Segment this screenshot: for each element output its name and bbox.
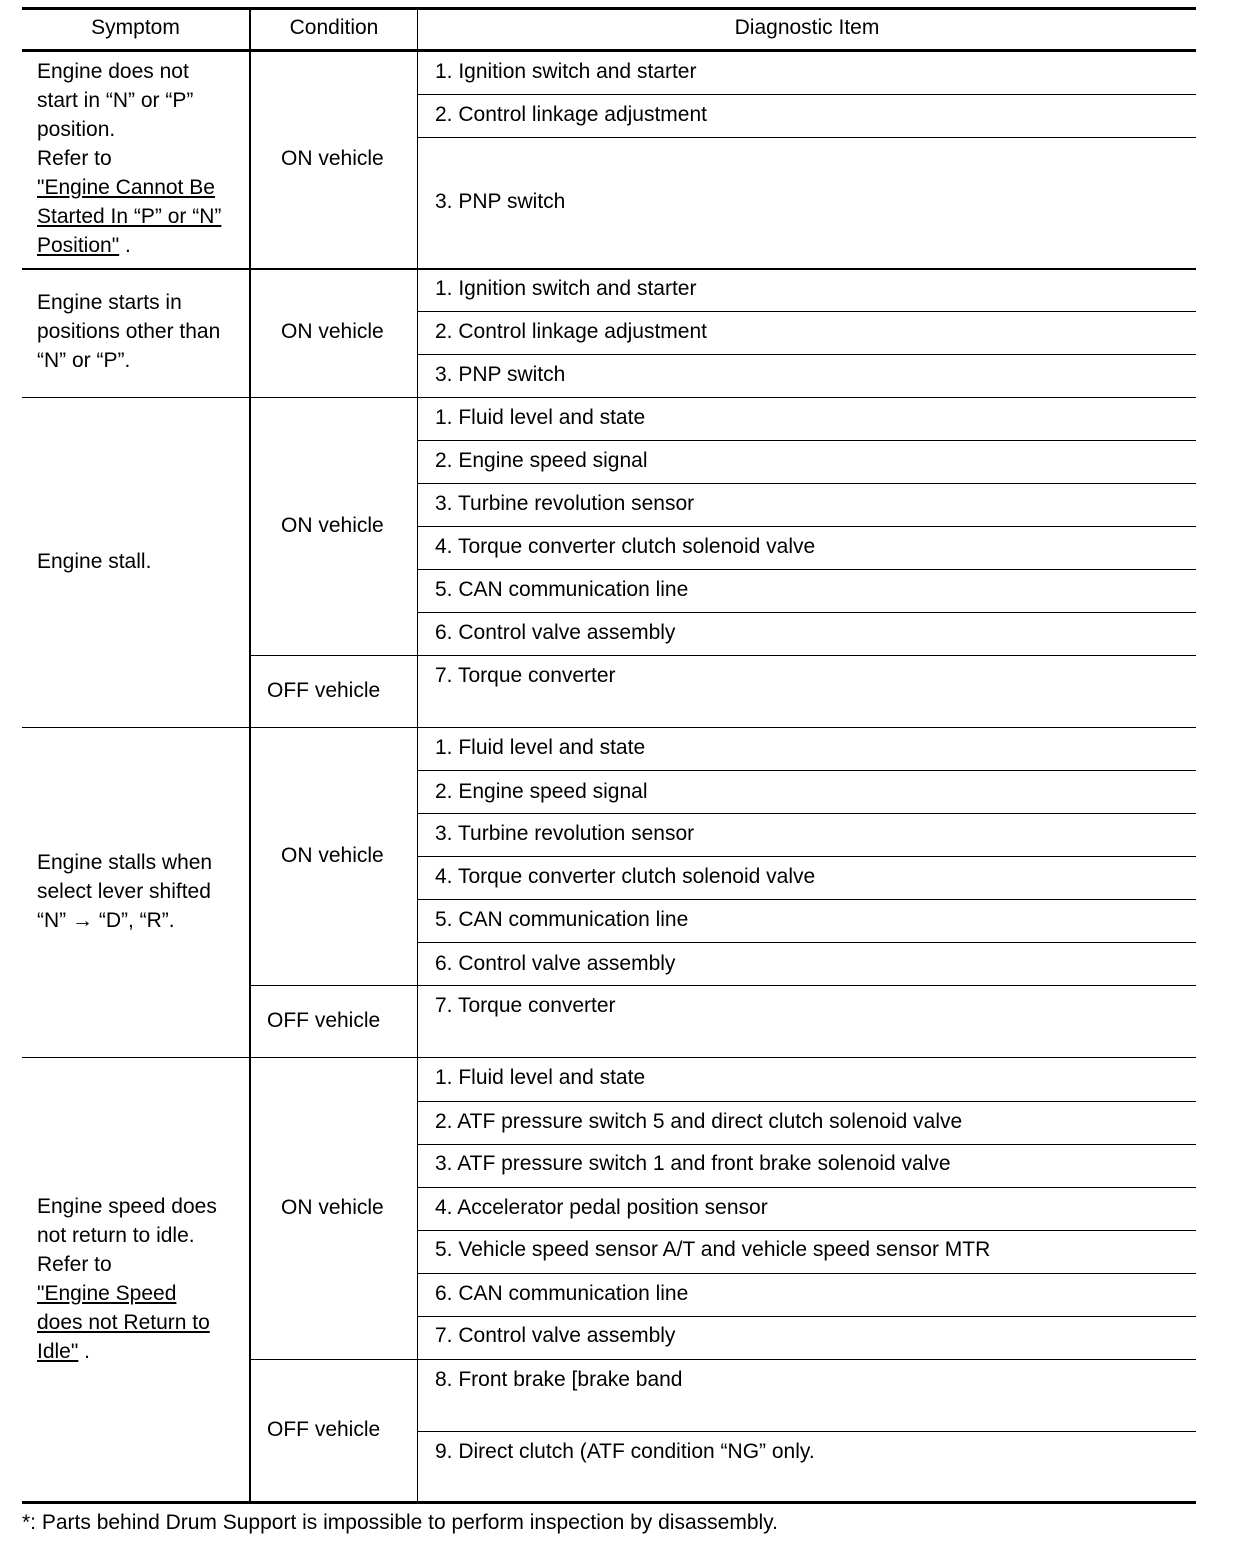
symptom-text: Engine speed does (37, 1195, 217, 1218)
diagnostic-item: 4. Torque converter clutch solenoid valve (435, 865, 816, 888)
symptom-text: “N” → “D”, “R”. (37, 909, 175, 932)
symptom-text: “N” or “P”. (37, 349, 131, 372)
header-condition: Condition (289, 16, 379, 39)
diagnostic-item: 2. Engine speed signal (435, 449, 648, 472)
diagnostic-item: 1. Ignition switch and starter (435, 277, 697, 300)
diagnostic-item: 2. Control linkage adjustment (435, 103, 707, 126)
item-separator (418, 612, 1196, 613)
item-separator (418, 942, 1196, 943)
item-separator (418, 856, 1196, 857)
symptom-text: Engine starts in (37, 291, 182, 314)
reference-link[interactable]: does not Return to (37, 1311, 210, 1334)
item-separator (418, 1316, 1196, 1317)
symptom-text: position. (37, 118, 116, 141)
diagnostic-item: 5. CAN communication line (435, 908, 689, 931)
item-separator (418, 770, 1196, 771)
header-diagnostic-item: Diagnostic Item (734, 16, 880, 39)
diagnostic-item: 7. Control valve assembly (435, 1324, 676, 1347)
diagnostic-item: 1. Fluid level and state (435, 736, 646, 759)
symptom-text: select lever shifted (37, 880, 211, 903)
condition-separator (250, 1359, 1196, 1360)
group-separator (22, 397, 1196, 398)
item-separator (418, 1273, 1196, 1274)
symptom-text: not return to idle. (37, 1224, 195, 1247)
symptom-text: start in “N” or “P” (37, 89, 194, 112)
item-separator (418, 354, 1196, 355)
item-separator (418, 526, 1196, 527)
condition-label: ON vehicle (281, 844, 384, 867)
diagnostic-item: 4. Torque converter clutch solenoid valve (435, 535, 816, 558)
diagnostic-item: 3. Turbine revolution sensor (435, 822, 695, 845)
table-top-border (22, 7, 1196, 10)
condition-label: OFF vehicle (267, 1009, 381, 1032)
condition-label: OFF vehicle (267, 679, 381, 702)
item-separator (418, 1431, 1196, 1432)
diagnostic-item: 6. CAN communication line (435, 1282, 689, 1305)
refer-to-text: Refer to (37, 147, 112, 170)
symptom-text: Engine stall. (37, 550, 152, 573)
diagnostic-item: 2. Engine speed signal (435, 780, 648, 803)
footnote: *: Parts behind Drum Support is impossible to perform inspection by disassembly. (22, 1511, 778, 1534)
condition-label: ON vehicle (281, 147, 384, 170)
diagnostic-item: 1. Fluid level and state (435, 406, 646, 429)
condition-label: ON vehicle (281, 320, 384, 343)
diagnostic-item: 5. Vehicle speed sensor A/T and vehicle speed sensor MTR (435, 1238, 991, 1261)
diagnostic-item: 7. Torque converter (435, 664, 616, 687)
reference-link[interactable]: Position" (37, 234, 120, 257)
reference-link-row (37, 231, 131, 260)
item-separator (418, 94, 1196, 95)
item-separator (418, 1101, 1196, 1102)
item-separator (418, 569, 1196, 570)
group-separator (22, 1057, 1196, 1058)
diagnostic-item: 7. Torque converter (435, 994, 616, 1017)
period: . (125, 234, 131, 257)
item-separator (418, 899, 1196, 900)
item-separator (418, 1187, 1196, 1188)
reference-link[interactable]: "Engine Speed (37, 1282, 177, 1305)
table-bottom-border (22, 1501, 1196, 1504)
diagnostic-item: 2. Control linkage adjustment (435, 320, 707, 343)
item-separator (418, 311, 1196, 312)
symptom-text: Engine stalls when (37, 851, 213, 874)
diagnostic-item: 3. Turbine revolution sensor (435, 492, 695, 515)
reference-link[interactable]: Started In “P” or “N” (37, 205, 222, 228)
condition-label: ON vehicle (281, 514, 384, 537)
group-separator (22, 727, 1196, 728)
diagnostic-item: 3. PNP switch (435, 363, 566, 386)
diagnostic-item: 6. Control valve assembly (435, 952, 676, 975)
item-separator (418, 1144, 1196, 1145)
symptom-text: positions other than (37, 320, 221, 343)
diagnostic-item: 9. Direct clutch (ATF condition “NG” only. (435, 1440, 815, 1463)
symptom-text: Engine does not (37, 60, 189, 83)
condition-separator (250, 655, 1196, 656)
item-separator (418, 440, 1196, 441)
diagnostic-item: 6. Control valve assembly (435, 621, 676, 644)
item-separator (418, 483, 1196, 484)
diagnostic-item: 4. Accelerator pedal position sensor (435, 1196, 768, 1219)
condition-label: ON vehicle (281, 1196, 384, 1219)
item-separator (418, 813, 1196, 814)
reference-link[interactable]: "Engine Cannot Be (37, 176, 215, 199)
diagnostic-item: 2. ATF pressure switch 5 and direct clutch solenoid valve (435, 1110, 963, 1133)
diagnostic-item: 5. CAN communication line (435, 578, 689, 601)
period: . (84, 1340, 91, 1363)
group-separator (22, 268, 1196, 270)
condition-separator (250, 985, 1196, 986)
item-separator (418, 1230, 1196, 1231)
refer-to-text: Refer to (37, 1253, 112, 1276)
diagnostic-item: 8. Front brake [brake band (435, 1368, 683, 1391)
diagnostic-item: 1. Ignition switch and starter (435, 60, 697, 83)
column-divider-1 (249, 7, 251, 1504)
reference-link[interactable]: Idle" (37, 1340, 79, 1363)
diagnostic-item: 3. ATF pressure switch 1 and front brake solenoid valve (435, 1152, 951, 1175)
condition-label: OFF vehicle (267, 1418, 381, 1441)
header-bottom-border (22, 49, 1196, 52)
reference-link-row (37, 1337, 90, 1366)
column-divider-2 (417, 7, 418, 1504)
item-separator (418, 137, 1196, 138)
diagnostic-item: 1. Fluid level and state (435, 1066, 646, 1089)
header-symptom: Symptom (91, 16, 180, 39)
diagnostic-item: 3. PNP switch (435, 190, 566, 213)
